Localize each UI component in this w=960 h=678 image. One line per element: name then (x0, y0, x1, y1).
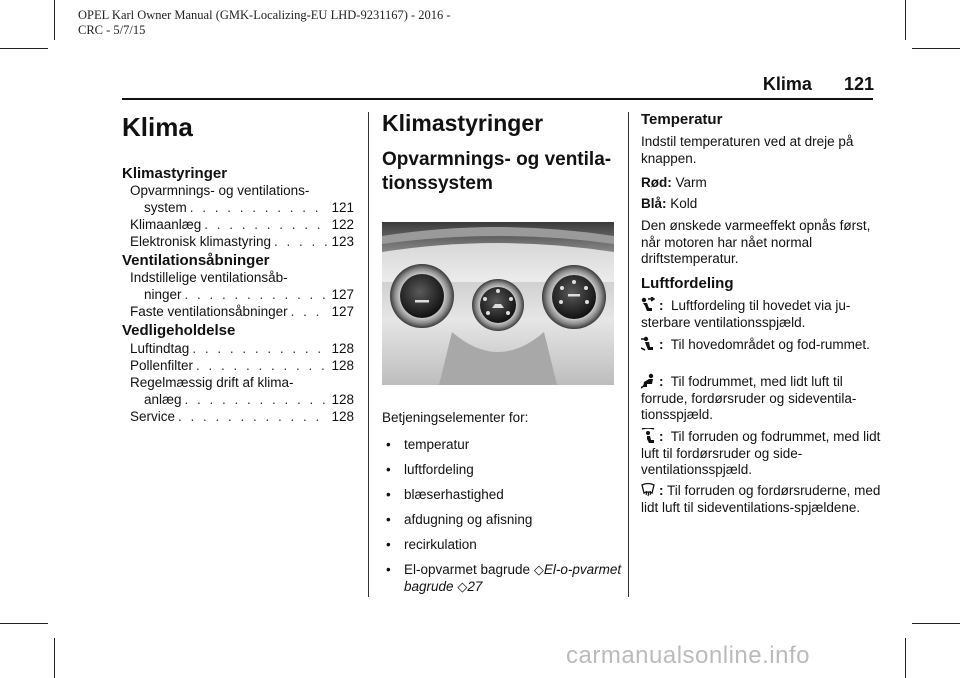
toc-entry-page: 127 (331, 287, 354, 302)
distribution-item: : Til forruden og fodrummet, med lidt luft til fordørsruder og side-ventilationsspjæld. (641, 429, 881, 477)
control-panel-illustration (382, 222, 614, 385)
crop-mark (912, 623, 960, 624)
toc-entry-line: Indstillelige ventilationsåb- (130, 270, 288, 285)
warmup-text: Den ønskede varmeeffekt opnås først, når motoren har nået normal driftstemperatur. (641, 218, 871, 266)
list-item: • blæserhastighed (382, 486, 622, 503)
controls-list (382, 428, 622, 595)
watermark: carmanualsonline.info (566, 642, 810, 669)
temperature-heading: Temperatur (641, 111, 723, 128)
climate-control-photo (382, 222, 614, 385)
toc-entry-page: 128 (331, 392, 354, 407)
toc-section-heading: Vedligeholdelse (122, 322, 236, 339)
cross-reference-link[interactable]: El-o-pvarmet bagrude (404, 562, 622, 594)
section-heading: Klimastyringer (382, 110, 544, 136)
red-value: Varm (675, 175, 707, 190)
print-meta-line-2: CRC - 5/7/15 (78, 23, 146, 37)
toc-entry-text: ninger (144, 287, 182, 302)
fan-knob (542, 265, 606, 329)
toc-entry[interactable] (130, 303, 354, 320)
airflow-head-foot-icon (641, 336, 655, 352)
distribution-item-text: Til fodrummet, med lidt luft til forrude, fordørsruder og sideventila-tionsspjæld. (641, 374, 857, 422)
toc-section-entries (130, 340, 354, 425)
crop-mark (0, 623, 48, 624)
crop-mark (905, 638, 906, 678)
print-meta (78, 8, 451, 38)
column-divider (368, 112, 369, 597)
toc-entry-page: 128 (331, 341, 354, 356)
cross-reference-icon: ◇ (457, 579, 468, 594)
cross-reference-icon: ◇ (533, 562, 544, 577)
distribution-item: : Til hovedområdet og fod-rummet. (641, 336, 881, 354)
header-rule (122, 98, 873, 100)
list-item: • afdugning og afisning (382, 511, 622, 528)
running-head-section: Klima (762, 74, 812, 94)
distribution-item-text: Til hovedområdet og fod-rummet. (670, 337, 870, 352)
blue-label: Blå: (641, 196, 667, 211)
distribution-heading: Luftfordeling (641, 275, 734, 292)
subsection-heading: Opvarmnings- og ventila-tionssystem (382, 149, 612, 194)
column-divider (628, 112, 629, 597)
crop-mark (905, 0, 906, 40)
toc-entry-line: Regelmæssig drift af klima- (130, 375, 294, 390)
toc-entry[interactable] (130, 233, 354, 250)
toc-entry-text: Pollenfilter (130, 358, 194, 373)
windscreen-defrost-icon (641, 482, 655, 498)
crop-mark (912, 48, 960, 49)
toc-entry[interactable] (130, 357, 354, 374)
blue-line (641, 196, 881, 213)
toc-entry[interactable] (130, 199, 354, 216)
crop-mark (54, 0, 55, 40)
toc-entry-text: Elektronisk klimastyring (130, 234, 272, 249)
toc-entry-text: anlæg (144, 392, 182, 407)
red-line (641, 175, 881, 192)
distribution-item: : Til fodrummet, med lidt luft til forrude, fordørsruder og sideventila-tionsspjæld. (641, 374, 857, 422)
toc-entry-text: Faste ventilationsåbninger (130, 304, 288, 319)
toc-entry-text: Luftindtag (130, 341, 190, 356)
temperature-knob (390, 264, 454, 328)
toc-entry[interactable] (130, 286, 354, 303)
airflow-head-icon (641, 297, 655, 313)
crop-mark (54, 638, 55, 678)
airflow-windscreen-foot-icon (641, 428, 655, 444)
controls-caption: Betjeningselementer for: (382, 410, 529, 425)
toc-entry-page: 127 (331, 304, 354, 319)
toc-entry[interactable] (130, 391, 354, 408)
distribution-item: : Til forruden og fordørsruderne, med lidt luft til sideventilations-spjældene. (641, 483, 881, 515)
print-meta-line-1: OPEL Karl Owner Manual (GMK-Localizing-EU LHD-9231167) - 2016 - (78, 8, 451, 22)
temperature-text: Indstil temperaturen ved at dreje på knappen. (641, 134, 854, 166)
list-item: • recirkulation (382, 536, 622, 553)
crop-mark (0, 48, 48, 49)
red-label: Rød: (641, 175, 672, 190)
toc-entry-page: 128 (331, 409, 354, 424)
toc-entry-text: Service (130, 409, 176, 424)
distribution-item-text: Til forruden og fordørsruderne, med lidt luft til sideventilations-spjældene. (641, 483, 881, 515)
cross-reference-page[interactable]: 27 (467, 579, 483, 594)
toc-entry[interactable] (130, 340, 354, 357)
toc-entry-page: 122 (331, 217, 354, 232)
toc-section-entries (130, 182, 354, 250)
list-item: • temperatur (382, 436, 622, 453)
toc-section-heading: Klimastyringer (122, 165, 228, 182)
list-item: • luftfordeling (382, 461, 622, 478)
airflow-foot-icon (641, 373, 655, 389)
toc-section-entries (130, 269, 354, 320)
distribution-item: : Luftfordeling til hovedet via ju-sterbare ventilationsspjæld. (641, 298, 851, 330)
toc-entry[interactable] (130, 216, 354, 233)
toc-section-heading: Ventilationsåbninger (122, 252, 270, 269)
chapter-title: Klima (122, 112, 193, 142)
toc-entry-page: 128 (331, 358, 354, 373)
toc-entry[interactable] (130, 408, 354, 425)
distribution-knob (472, 279, 524, 331)
toc-entry-page: 123 (331, 234, 354, 249)
toc-entry-line: Opvarmnings- og ventilations- (130, 183, 310, 198)
list-item-text: El-opvarmet bagrude (404, 562, 531, 577)
toc-entry-text: Klimaanlæg (130, 217, 202, 232)
toc-entry-text: system (144, 200, 187, 215)
page-number: 121 (843, 74, 874, 94)
toc-entry-page: 121 (331, 200, 354, 215)
blue-value: Kold (670, 196, 698, 211)
running-head (763, 74, 874, 95)
distribution-item-text: Luftfordeling til hovedet via ju-sterbare ventilationsspjæld. (641, 298, 851, 330)
distribution-item-text: Til forruden og fodrummet, med lidt luft til fordørsruder og side-ventilationsspjæld. (641, 429, 881, 477)
list-item (382, 561, 622, 595)
